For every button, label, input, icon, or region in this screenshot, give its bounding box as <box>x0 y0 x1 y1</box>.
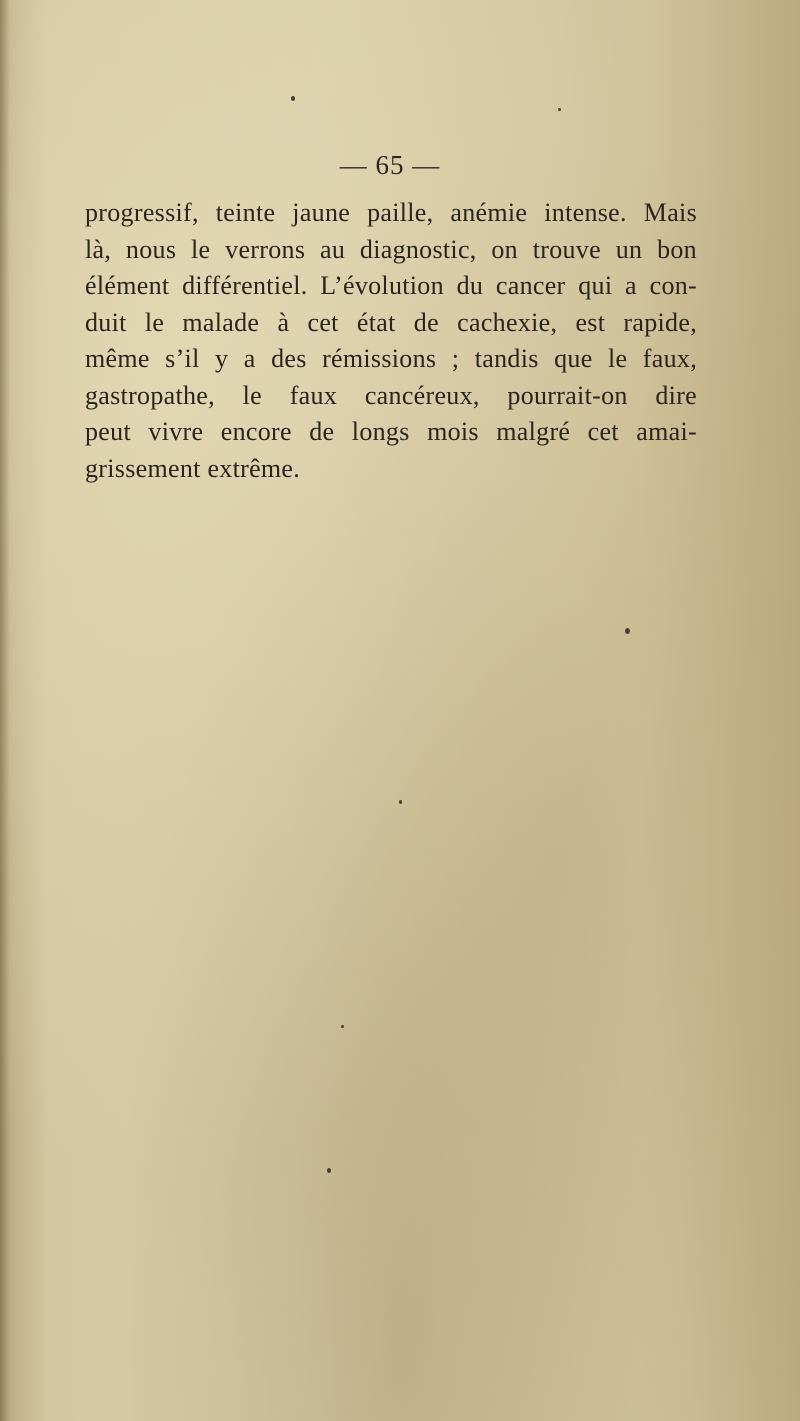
text-line: même s’il y a des rémissions ; tandis que le faux, <box>85 344 697 373</box>
text-line: là, nous le verrons au diagnostic, on trouve un bon <box>85 234 697 264</box>
page-binding-edge <box>0 0 10 1421</box>
page-number: — 65 — <box>339 150 441 180</box>
paper-speck <box>558 108 561 111</box>
text-line: duit le malade à cet état de cachexie, est rapide, <box>85 307 697 337</box>
text-line: peut vivre encore de longs mois malgré cet amai- <box>85 417 697 446</box>
paper-speck <box>625 628 630 634</box>
text-line: élément différentiel. L’évolution du cancer qui a con- <box>85 271 697 300</box>
text-line: progressif, teinte jaune paille, anémie intense. Mais <box>85 198 697 227</box>
paper-speck <box>327 1168 331 1173</box>
text-line: grissement extrême. <box>85 453 301 483</box>
paper-speck <box>341 1025 344 1028</box>
body-text <box>85 195 697 487</box>
paper-speck <box>291 96 295 101</box>
text-line: gastropathe, le faux cancéreux, pourrait-on dire <box>85 380 697 410</box>
paper-speck <box>399 800 402 804</box>
